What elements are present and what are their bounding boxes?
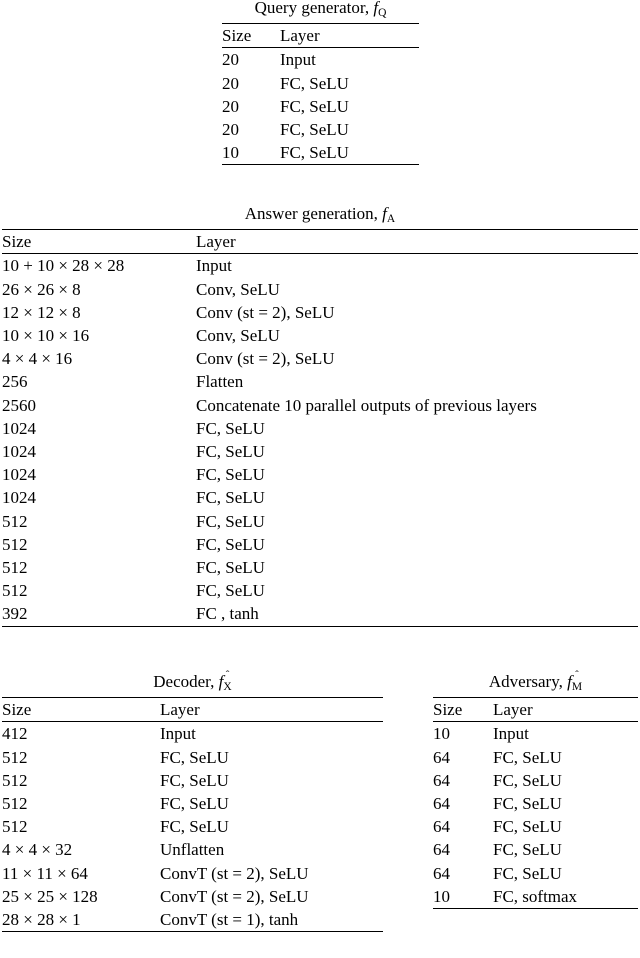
caption-hat-accent: ˆ bbox=[575, 669, 579, 682]
cell-size: 12 × 12 × 8 bbox=[2, 302, 81, 322]
cell-layer: Input bbox=[493, 724, 529, 744]
table-row bbox=[433, 769, 638, 792]
cell-layer: FC, SeLU bbox=[196, 418, 265, 438]
caption-text: Query generator, bbox=[254, 0, 370, 17]
cell-size: 512 bbox=[2, 534, 28, 554]
table-row bbox=[2, 602, 638, 625]
caption-subscript: A bbox=[386, 213, 396, 226]
table-row bbox=[433, 885, 638, 908]
table-row bbox=[2, 278, 638, 301]
table-row bbox=[433, 838, 638, 861]
table-row bbox=[2, 254, 638, 277]
cell-size: 64 bbox=[433, 747, 450, 767]
cell-size: 10 bbox=[433, 886, 450, 906]
table-row bbox=[2, 792, 383, 815]
cell-layer: FC, SeLU bbox=[493, 863, 562, 883]
column-header-size: Size bbox=[222, 26, 252, 46]
cell-size: 64 bbox=[433, 770, 450, 790]
cell-layer: Conv (st = 2), SeLU bbox=[196, 302, 335, 322]
table-row bbox=[433, 746, 638, 769]
cell-layer: FC, SeLU bbox=[160, 770, 229, 790]
table-bottom-rule bbox=[433, 908, 638, 909]
table-row bbox=[2, 533, 638, 556]
cell-layer: FC, SeLU bbox=[160, 794, 229, 814]
cell-size: 64 bbox=[433, 840, 450, 860]
table-row bbox=[2, 440, 638, 463]
cell-layer: FC, SeLU bbox=[196, 511, 265, 531]
cell-size: 20 bbox=[222, 50, 239, 70]
table-row bbox=[2, 301, 638, 324]
table-row bbox=[433, 792, 638, 815]
cell-size: 412 bbox=[2, 724, 28, 744]
cell-layer: FC , tanh bbox=[196, 604, 259, 624]
table-body-adversary bbox=[433, 698, 638, 721]
table-caption-adversary bbox=[433, 669, 638, 697]
cell-layer: FC, SeLU bbox=[280, 73, 349, 93]
table-answer-generation bbox=[2, 204, 638, 627]
table-header-row bbox=[433, 698, 638, 721]
table-row bbox=[222, 48, 419, 71]
cell-layer: Conv, SeLU bbox=[196, 279, 280, 299]
cell-size: 4 × 4 × 32 bbox=[2, 840, 73, 860]
cell-size: 25 × 25 × 128 bbox=[2, 886, 98, 906]
column-header-layer: Layer bbox=[493, 700, 533, 720]
table-row bbox=[222, 118, 419, 141]
cell-layer: FC, SeLU bbox=[280, 120, 349, 140]
cell-layer: FC, SeLU bbox=[196, 581, 265, 601]
cell-size: 1024 bbox=[2, 442, 36, 462]
table-caption-decoder bbox=[2, 669, 383, 697]
table-header-row bbox=[2, 230, 638, 253]
table-row bbox=[2, 324, 638, 347]
table-query-generator bbox=[222, 0, 419, 165]
table-row bbox=[433, 862, 638, 885]
cell-size: 64 bbox=[433, 863, 450, 883]
table-row bbox=[2, 510, 638, 533]
cell-size: 20 bbox=[222, 120, 239, 140]
table-row bbox=[2, 885, 383, 908]
cell-size: 512 bbox=[2, 794, 28, 814]
caption-function-symbol: f bbox=[382, 204, 387, 223]
cell-size: 512 bbox=[2, 817, 28, 837]
cell-size: 10 bbox=[222, 143, 239, 163]
column-header-size: Size bbox=[2, 700, 32, 720]
cell-layer: ConvT (st = 1), tanh bbox=[160, 910, 299, 930]
table-row bbox=[2, 722, 383, 745]
table-row bbox=[222, 141, 419, 164]
cell-size: 4 × 4 × 16 bbox=[2, 349, 73, 369]
table-row bbox=[2, 908, 383, 931]
table-row bbox=[433, 722, 638, 745]
cell-size: 20 bbox=[222, 73, 239, 93]
cell-layer: FC, SeLU bbox=[280, 96, 349, 116]
caption-text: Answer generation, bbox=[244, 204, 378, 223]
cell-size: 1024 bbox=[2, 418, 36, 438]
cell-layer: Input bbox=[196, 256, 232, 276]
table-row bbox=[222, 72, 419, 95]
table-row bbox=[2, 347, 638, 370]
cell-size: 64 bbox=[433, 794, 450, 814]
cell-layer: ConvT (st = 2), SeLU bbox=[160, 886, 309, 906]
caption-text: Decoder, bbox=[153, 672, 215, 691]
cell-size: 64 bbox=[433, 817, 450, 837]
table-row bbox=[2, 394, 638, 417]
cell-size: 256 bbox=[2, 372, 28, 392]
table-rows-query-generator bbox=[222, 48, 419, 164]
cell-layer: FC, SeLU bbox=[493, 794, 562, 814]
column-header-layer: Layer bbox=[196, 232, 236, 252]
caption-subscript: X bbox=[223, 681, 232, 694]
cell-size: 26 × 26 × 8 bbox=[2, 279, 81, 299]
caption-subscript: Q bbox=[378, 7, 387, 20]
cell-size: 512 bbox=[2, 770, 28, 790]
table-caption-answer-generation bbox=[2, 204, 638, 229]
column-header-size: Size bbox=[2, 232, 32, 252]
table-rows-adversary bbox=[433, 722, 638, 908]
table-body-query-generator bbox=[222, 24, 419, 47]
table-decoder bbox=[2, 669, 383, 932]
table-adversary bbox=[433, 669, 638, 909]
cell-layer: FC, SeLU bbox=[196, 442, 265, 462]
cell-layer: Input bbox=[160, 724, 196, 744]
table-rows-answer-generation bbox=[2, 254, 638, 625]
column-header-layer: Layer bbox=[160, 700, 200, 720]
table-row bbox=[2, 862, 383, 885]
cell-size: 1024 bbox=[2, 488, 36, 508]
cell-layer: FC, SeLU bbox=[493, 747, 562, 767]
cell-size: 11 × 11 × 64 bbox=[2, 863, 88, 883]
table-row bbox=[2, 370, 638, 393]
table-header-row bbox=[222, 24, 419, 47]
cell-layer: ConvT (st = 2), SeLU bbox=[160, 863, 309, 883]
table-rows-decoder bbox=[2, 722, 383, 931]
cell-size: 512 bbox=[2, 558, 28, 578]
cell-layer: FC, SeLU bbox=[196, 534, 265, 554]
table-bottom-rule bbox=[2, 931, 383, 932]
cell-layer: FC, softmax bbox=[493, 886, 578, 906]
cell-layer: Input bbox=[280, 50, 316, 70]
caption-hat-accent: ˆ bbox=[225, 669, 230, 682]
table-header-row bbox=[2, 698, 383, 721]
cell-size: 512 bbox=[2, 511, 28, 531]
cell-layer: Conv, SeLU bbox=[196, 326, 280, 346]
cell-size: 20 bbox=[222, 96, 239, 116]
cell-size: 10 + 10 × 28 × 28 bbox=[2, 256, 125, 276]
caption-function-symbol: f bbox=[373, 0, 379, 17]
cell-layer: FC, SeLU bbox=[493, 840, 562, 860]
cell-size: 512 bbox=[2, 747, 28, 767]
table-row bbox=[2, 746, 383, 769]
cell-size: 512 bbox=[2, 581, 28, 601]
cell-size: 1024 bbox=[2, 465, 36, 485]
cell-size: 10 bbox=[433, 724, 450, 744]
caption-text: Adversary, bbox=[488, 672, 563, 691]
cell-layer: FC, SeLU bbox=[160, 817, 229, 837]
table-row bbox=[2, 579, 638, 602]
cell-size: 2560 bbox=[2, 395, 36, 415]
table-row bbox=[222, 95, 419, 118]
table-row bbox=[2, 463, 638, 486]
cell-layer: FC, SeLU bbox=[493, 770, 562, 790]
cell-layer: FC, SeLU bbox=[196, 488, 265, 508]
caption-function-symbol: f bbox=[218, 672, 224, 691]
cell-layer: Flatten bbox=[196, 372, 244, 392]
cell-layer: Conv (st = 2), SeLU bbox=[196, 349, 335, 369]
table-row bbox=[433, 815, 638, 838]
cell-layer: FC, SeLU bbox=[493, 817, 562, 837]
table-row bbox=[2, 838, 383, 861]
cell-layer: FC, SeLU bbox=[196, 465, 265, 485]
table-row bbox=[2, 769, 383, 792]
cell-size: 392 bbox=[2, 604, 28, 624]
column-header-size: Size bbox=[433, 700, 463, 720]
table-body-answer-generation bbox=[2, 230, 638, 253]
cell-layer: FC, SeLU bbox=[160, 747, 229, 767]
cell-layer: Concatenate 10 parallel outputs of previous layers bbox=[196, 395, 537, 415]
table-bottom-rule bbox=[222, 164, 419, 165]
column-header-layer: Layer bbox=[280, 26, 320, 46]
cell-size: 10 × 10 × 16 bbox=[2, 326, 90, 346]
table-row bbox=[2, 815, 383, 838]
cell-size: 28 × 28 × 1 bbox=[2, 910, 81, 930]
table-row bbox=[2, 556, 638, 579]
table-bottom-rule bbox=[2, 626, 638, 627]
caption-subscript: M bbox=[571, 681, 583, 694]
cell-layer: FC, SeLU bbox=[280, 143, 349, 163]
cell-layer: Unflatten bbox=[160, 840, 225, 860]
cell-layer: FC, SeLU bbox=[196, 558, 265, 578]
table-caption-query-generator bbox=[222, 0, 419, 23]
table-row bbox=[2, 486, 638, 509]
table-row bbox=[2, 417, 638, 440]
caption-function-symbol: f bbox=[567, 672, 572, 691]
table-body-decoder bbox=[2, 698, 383, 721]
